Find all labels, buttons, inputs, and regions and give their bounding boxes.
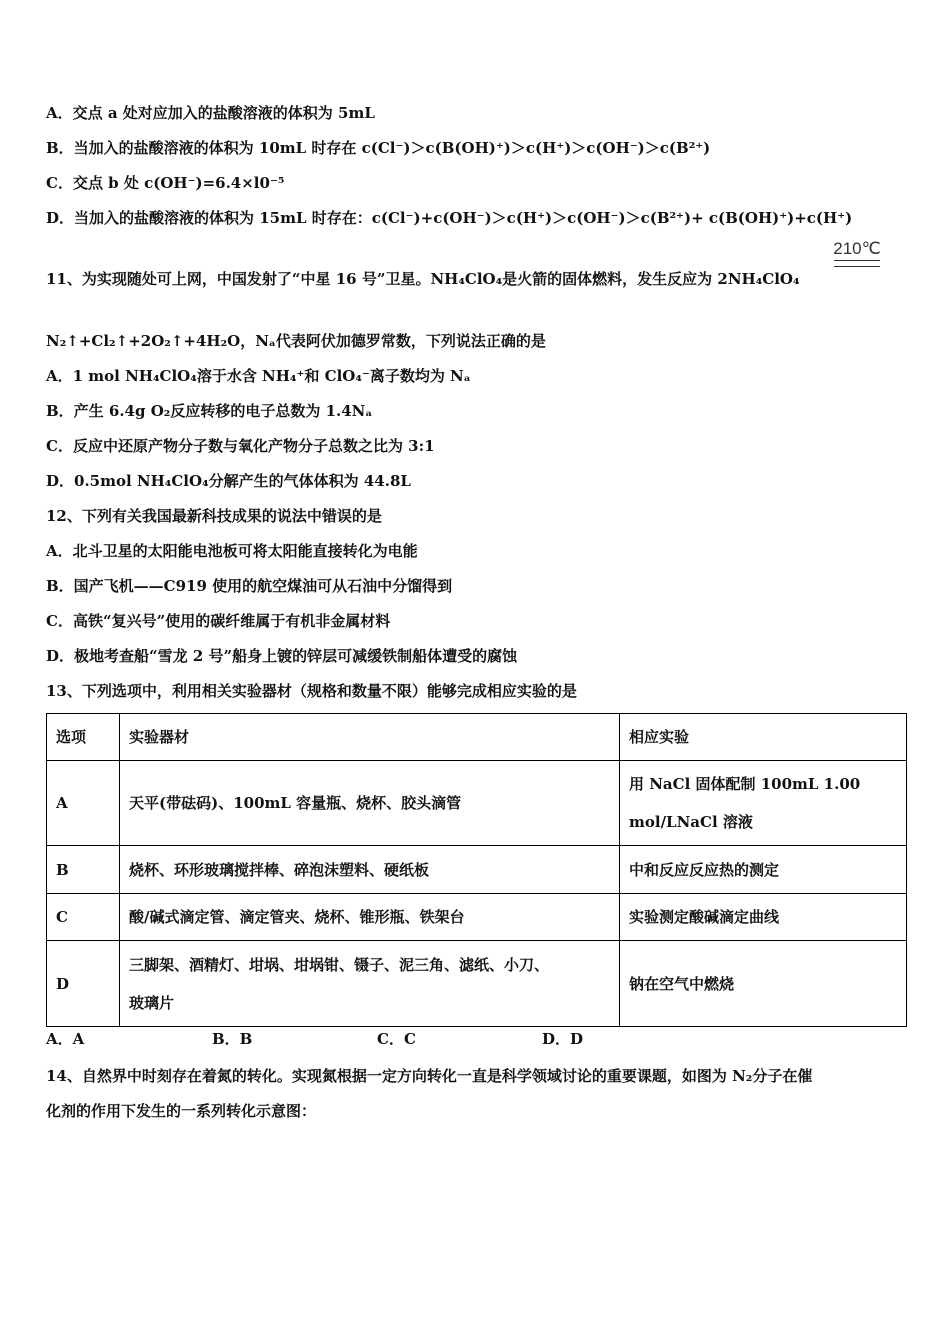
table-row [47, 761, 907, 846]
q14-stem-line2: 化剂的作用下发生的一系列转化示意图： [46, 1102, 317, 1120]
table-row [47, 846, 907, 894]
row-equipment: 烧杯、环形玻璃搅拌棒、碎泡沫塑料、硬纸板 [120, 846, 620, 894]
q13-answer-c: C．C [377, 1030, 416, 1048]
table-row [47, 941, 907, 1027]
header-option: 选项 [47, 714, 120, 761]
reaction-condition: 210℃ [833, 239, 881, 258]
q11-option-b: B．产生 6.4g O₂反应转移的电子总数为 1.4Nₐ [46, 402, 373, 420]
table-row [47, 894, 907, 941]
row-experiment-line2: mol/LNaCl 溶液 [629, 813, 753, 831]
experiment-table [46, 713, 907, 1027]
q12-option-b: B．国产飞机——C919 使用的航空煤油可从石油中分馏得到 [46, 577, 453, 595]
q11-stem-line2: N₂↑+Cl₂↑+2O₂↑+4H₂O，Nₐ代表阿伏加德罗常数，下列说法正确的是 [46, 332, 546, 350]
row-experiment: 中和反应反应热的测定 [620, 846, 907, 894]
header-equipment: 实验器材 [120, 714, 620, 761]
q11-option-a: A．1 mol NH₄ClO₄溶于水含 NH₄⁺和 ClO₄⁻离子数均为 Nₐ [46, 367, 471, 385]
row-option: C [47, 894, 120, 941]
q10-option-a: A．交点 a 处对应加入的盐酸溶液的体积为 5mL [46, 104, 375, 122]
q10-option-d: D．当加入的盐酸溶液的体积为 15mL 时存在：c(Cl⁻)+c(OH⁻)＞c(H⁺)＞c(OH⁻)＞c(B²⁺)+ c(B(OH)⁺)+c(H⁺) [46, 209, 853, 227]
row-experiment: 钠在空气中燃烧 [620, 941, 907, 1027]
reaction-arrow [834, 260, 880, 267]
row-option: A [47, 761, 120, 846]
q12-option-a: A．北斗卫星的太阳能电池板可将太阳能直接转化为电能 [46, 542, 418, 560]
q10-option-c: C．交点 b 处 c(OH⁻)=6.4×l0⁻⁵ [46, 174, 285, 192]
row-equipment-line1: 三脚架、酒精灯、坩埚、坩埚钳、镊子、泥三角、滤纸、小刀、 [129, 955, 550, 974]
row-experiment-line1: 用 NaCl 固体配制 100mL 1.00 [629, 775, 861, 793]
q13-stem: 13、下列选项中，利用相关实验器材（规格和数量不限）能够完成相应实验的是 [46, 682, 577, 700]
row-experiment: 实验测定酸碱滴定曲线 [620, 894, 907, 941]
row-equipment [120, 941, 620, 1027]
row-equipment: 天平(带砝码)、100mL 容量瓶、烧杯、胶头滴管 [120, 761, 620, 846]
q13-answer-a: A．A [46, 1030, 85, 1048]
table-header-row [47, 714, 907, 761]
header-experiment: 相应实验 [620, 714, 907, 761]
row-option: B [47, 846, 120, 894]
q12-option-c: C．高铁“复兴号”使用的碳纤维属于有机非金属材料 [46, 612, 391, 630]
q11-option-c: C．反应中还原产物分子数与氧化产物分子总数之比为 3:1 [46, 437, 435, 455]
q11-stem-line1: 11、为实现随处可上网，中国发射了“中星 16 号”卫星。NH₄ClO₄是火箭的固体燃料，发生反应为 2NH₄ClO₄ [46, 270, 800, 288]
row-equipment: 酸/碱式滴定管、滴定管夹、烧杯、锥形瓶、铁架台 [120, 894, 620, 941]
q11-option-d: D．0.5mol NH₄ClO₄分解产生的气体体积为 44.8L [46, 472, 411, 490]
q14-stem-line1: 14、自然界中时刻存在着氮的转化。实现氮根据一定方向转化一直是科学领域讨论的重要课题，如图为 N₂分子在催 [46, 1067, 813, 1085]
q13-answers [46, 1029, 906, 1049]
q12-option-d: D．极地考查船“雪龙 2 号”船身上镀的锌层可减缓铁制船体遭受的腐蚀 [46, 647, 518, 665]
q13-answer-b: B．B [212, 1030, 253, 1048]
row-experiment [620, 761, 907, 846]
q10-option-b: B．当加入的盐酸溶液的体积为 10mL 时存在 c(Cl⁻)＞c(B(OH)⁺)＞c(H⁺)＞c(OH⁻)＞c(B²⁺) [46, 139, 711, 157]
row-equipment-line2: 玻璃片 [129, 993, 175, 1012]
q12-stem: 12、下列有关我国最新科技成果的说法中错误的是 [46, 507, 382, 525]
row-option: D [47, 941, 120, 1027]
q13-answer-d: D．D [542, 1030, 584, 1048]
